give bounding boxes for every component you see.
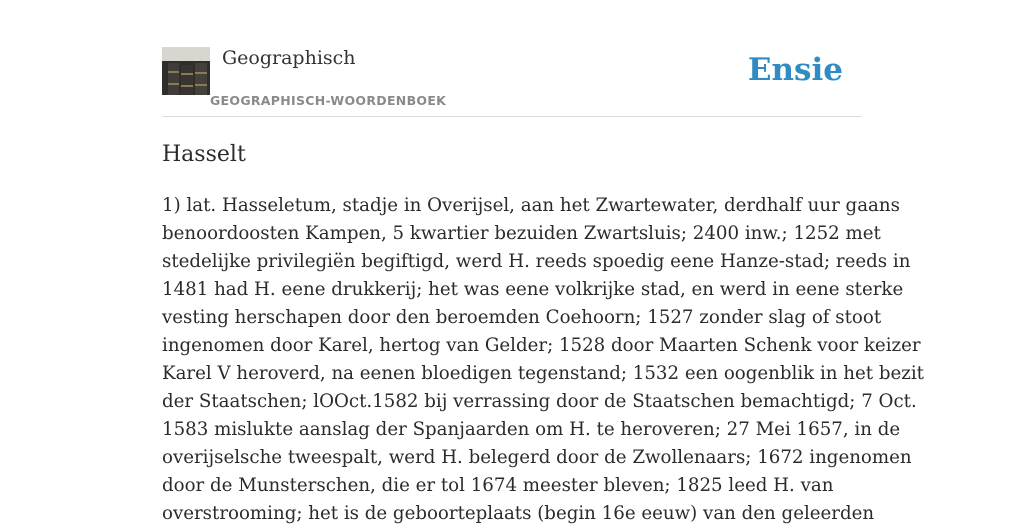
source-slug[interactable]: GEOGRAPHISCH-WOORDENBOEK <box>210 93 447 108</box>
entry-content <box>162 130 924 528</box>
source-header <box>162 0 862 117</box>
book-spines-icon <box>162 47 210 95</box>
entry-line: 1) lat. Hasseletum, stadje in Overijsel, aan het Zwartewater, derdhalf uur gaans <box>162 195 900 216</box>
source-title[interactable]: Geographisch <box>222 47 356 69</box>
entry-line: der Staatschen; lOOct.1582 bij verrassing door de Staatschen bemachtigd; 7 Oct. <box>162 391 917 412</box>
source-avatar[interactable] <box>162 47 210 95</box>
entry-title: Hasselt <box>162 142 246 167</box>
entry-body <box>162 192 924 528</box>
entry-line: overstrooming; het is de geboorteplaats (begin 16e eeuw) van den geleerden <box>162 503 875 524</box>
entry-line: overijselsche tweespalt, werd H. belegerd door de Zwollenaars; 1672 ingenomen <box>162 447 912 468</box>
entry-line: stedelijke privilegiën begiftigd, werd H. reeds spoedig eene Hanze-stad; reeds in <box>162 251 911 272</box>
entry-line: door de Munsterschen, die er tol 1674 meester bleven; 1825 leed H. van <box>162 475 834 496</box>
ensie-logo[interactable]: Ensie <box>747 52 843 88</box>
entry-line: Karel V heroverd, na eenen bloedigen tegenstand; 1532 een oogenblik in het bezit <box>162 363 924 384</box>
entry-line: ingenomen door Karel, hertog van Gelder; 1528 door Maarten Schenk voor keizer <box>162 335 921 356</box>
entry-line: vesting herschapen door den beroemden Coehoorn; 1527 zonder slag of stoot <box>162 307 882 328</box>
entry-line: benoordoosten Kampen, 5 kwartier bezuiden Zwartsluis; 2400 inw.; 1252 met <box>162 223 881 244</box>
entry-line: 1583 mislukte aanslag der Spanjaarden om H. te heroveren; 27 Mei 1657, in de <box>162 419 901 440</box>
entry-line: 1481 had H. eene drukkerij; het was eene volkrijke stad, en werd in eene sterke <box>162 279 904 300</box>
